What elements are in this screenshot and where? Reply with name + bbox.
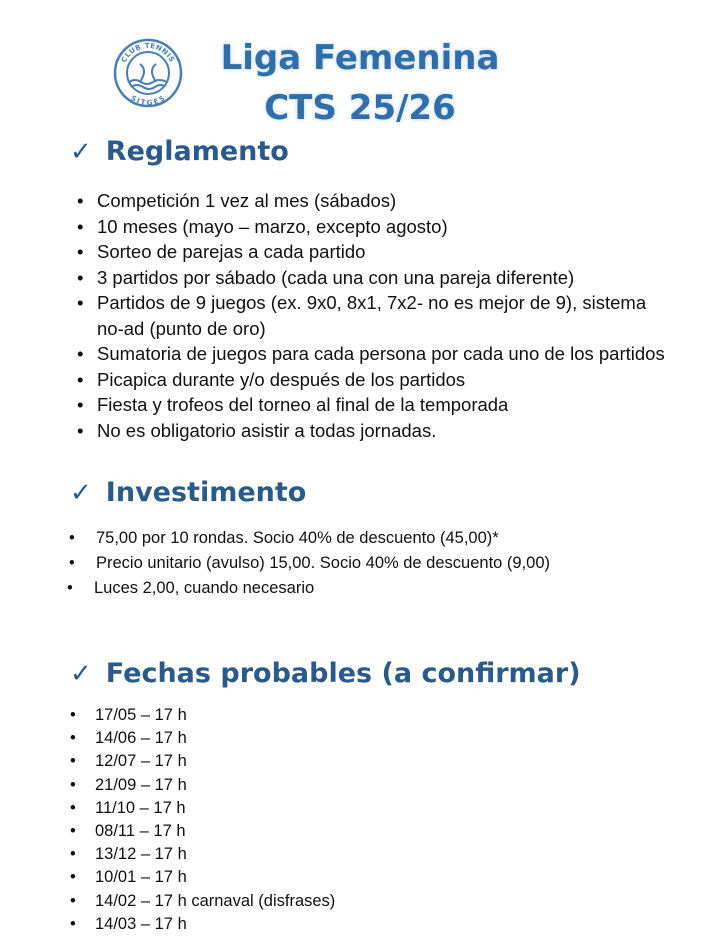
club-logo bbox=[113, 38, 183, 108]
list-item: • 14/06 – 17 h bbox=[95, 727, 495, 750]
bullet-icon: • bbox=[70, 914, 76, 933]
bullet-icon: • bbox=[70, 845, 76, 864]
list-item: • Picapica durante y/o después de los partidos bbox=[97, 367, 677, 393]
list-item: • 17/05 – 17 h bbox=[95, 704, 495, 727]
list-item: • 14/02 – 17 h carnaval (disfrases) bbox=[95, 890, 495, 913]
heading-text: Investimento bbox=[105, 477, 307, 508]
bullet-icon: • bbox=[77, 241, 84, 262]
title-line-2: CTS 25/26 bbox=[264, 88, 456, 128]
check-icon: ✓ bbox=[70, 658, 92, 689]
list-item: • Partidos de 9 juegos (ex. 9x0, 8x1, 7x2- no es mejor de 9), sistema no-ad (punto de oro) bbox=[77, 292, 647, 339]
bullet-icon: • bbox=[77, 343, 84, 364]
bullet-icon: • bbox=[69, 529, 75, 547]
list-item: • No es obligatorio asistir a todas jornadas. bbox=[97, 418, 677, 444]
list-item: • 10/01 – 17 h bbox=[95, 866, 495, 889]
logo-text-bottom: SITGES bbox=[129, 94, 167, 108]
check-icon: ✓ bbox=[70, 477, 92, 508]
reglamento-list bbox=[77, 188, 677, 443]
list-item: • Sumatoria de juegos para cada persona por cada uno de los partidos bbox=[97, 341, 677, 367]
list-item: • 12/07 – 17 h bbox=[95, 750, 495, 773]
bullet-icon: • bbox=[70, 729, 76, 748]
bullet-icon: • bbox=[77, 368, 84, 390]
bullet-icon: • bbox=[70, 868, 76, 887]
list-item: • Precio unitario (avulso) 15,00. Socio 40% de descuento (9,00) bbox=[96, 551, 596, 575]
check-icon: ✓ bbox=[70, 136, 92, 167]
list-item: • Competición 1 vez al mes (sábados) bbox=[97, 188, 677, 214]
title-line-1: Liga Femenina bbox=[220, 38, 500, 78]
list-item: • 14/03 – 17 h bbox=[95, 913, 495, 936]
bullet-icon: • bbox=[70, 891, 76, 910]
investimento-list bbox=[67, 526, 596, 600]
bullet-icon: • bbox=[70, 706, 76, 724]
list-item: • 13/12 – 17 h bbox=[95, 843, 495, 866]
bullet-icon: • bbox=[70, 752, 76, 771]
heading-text: Reglamento bbox=[105, 136, 289, 167]
list-item: • Fiesta y trofeos del torneo al final de la temporada bbox=[97, 392, 677, 418]
bullet-icon: • bbox=[70, 775, 76, 794]
section-heading-fechas bbox=[70, 658, 581, 689]
bullet-icon: • bbox=[69, 554, 75, 572]
bullet-icon: • bbox=[67, 579, 73, 597]
bullet-icon: • bbox=[77, 266, 84, 288]
logo-text-top: CLUB TENNIS bbox=[119, 41, 177, 64]
list-item: • 11/10 – 17 h bbox=[95, 797, 495, 820]
bullet-icon: • bbox=[70, 798, 76, 817]
bullet-icon: • bbox=[77, 292, 84, 313]
list-item: • 10 meses (mayo – marzo, excepto agosto) bbox=[97, 214, 677, 240]
list-item: • 75,00 por 10 rondas. Socio 40% de descuento (45,00)* bbox=[96, 526, 596, 550]
section-heading-investimento bbox=[70, 477, 306, 508]
list-item: • 08/11 – 17 h bbox=[95, 820, 495, 843]
list-item: • 3 partidos por sábado (cada una con una pareja diferente) bbox=[97, 265, 677, 291]
list-item: • Luces 2,00, cuando necesario bbox=[94, 576, 596, 600]
bullet-icon: • bbox=[77, 419, 84, 441]
section-heading-reglamento bbox=[70, 136, 289, 167]
bullet-icon: • bbox=[70, 822, 76, 841]
bullet-icon: • bbox=[77, 215, 84, 237]
heading-text: Fechas probables (a confirmar) bbox=[105, 658, 581, 689]
list-item: • 21/09 – 17 h bbox=[95, 774, 495, 797]
fechas-list bbox=[70, 704, 495, 936]
list-item: • Sorteo de parejas a cada partido bbox=[97, 239, 677, 265]
bullet-icon: • bbox=[77, 190, 84, 211]
svg-text:SITGES bbox=[129, 94, 166, 107]
bullet-icon: • bbox=[77, 394, 84, 415]
